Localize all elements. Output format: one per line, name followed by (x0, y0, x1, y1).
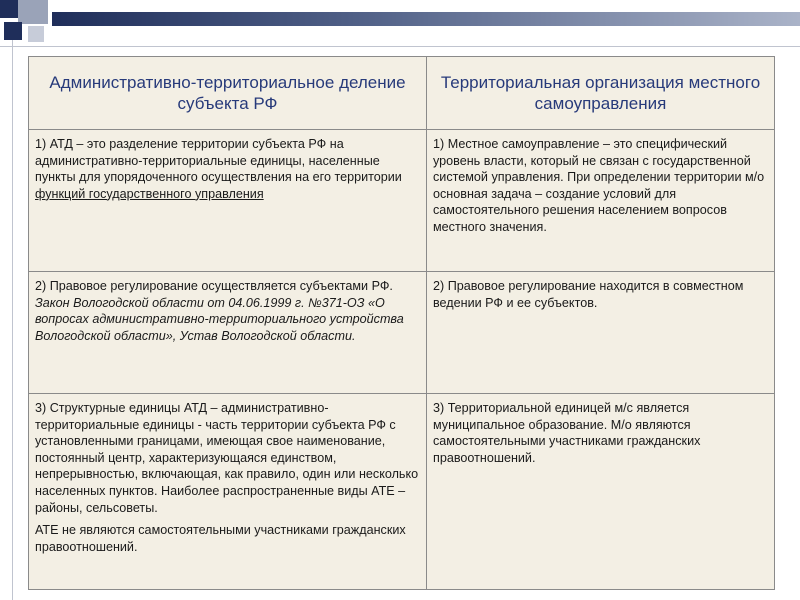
row2-left-text: 2) Правовое регулирование осуществляется субъектами РФ. (35, 279, 393, 293)
row2-right-cell: 2) Правовое регулирование находится в совместном ведении РФ и ее субъектов. (427, 272, 775, 394)
row1-left-text: 1) АТД – это разделение территории субъекта РФ на административно-территориальные единицы, населенные пункты для упорядоченного осуществления на его территории (35, 137, 402, 185)
row1-right-cell: 1) Местное самоуправление – это специфический уровень власти, который не связан с государственной системой управления. При определении территории м/о основная задача – создание условий для самостоятельного решения населением вопросов местного значения. (427, 130, 775, 272)
table-row (29, 130, 775, 272)
table-row (29, 272, 775, 394)
row3-left-cell (29, 394, 427, 590)
table-header-row (29, 57, 775, 130)
row3-right-cell: 3) Территориальной единицей м/с является муниципальное образование. М/о являются самостоятельными участниками гражданских правоотношений. (427, 394, 775, 590)
decor-square-dark-2 (4, 22, 22, 40)
table-row (29, 394, 775, 590)
row2-left-cell (29, 272, 427, 394)
row1-left-underlined: функций государственного управления (35, 186, 264, 201)
decor-horizontal-line (0, 46, 800, 47)
row3-left-text: 3) Структурные единицы АТД – административно-территориальные единицы - часть территории субъекта РФ с установленными границами, имеющая свое наименование, постоянный центр, характеризующаяся единством, непрерывностью, включающая, как правило, один или несколько населенных пунктов. Наиболее распространенные виды АТЕ – районы, сельсоветы. (35, 401, 419, 515)
decor-square-gray (18, 0, 48, 24)
comparison-table (28, 56, 775, 590)
header-left: Административно-территориальное деление субъекта РФ (29, 57, 427, 130)
decor-square-dark (0, 0, 18, 18)
decor-square-light (28, 26, 44, 42)
row2-left-italic: Закон Вологодской области от 04.06.1999 г. №371-ОЗ «О вопросах административно-территориального устройства Вологодской области», Устав Вологодской области. (35, 295, 404, 343)
row3-left-extra: АТЕ не являются самостоятельными участниками гражданских правоотношений. (35, 523, 406, 554)
row1-left-cell (29, 130, 427, 272)
title-bar-gradient (52, 12, 800, 26)
decor-vertical-line (12, 40, 13, 600)
header-right: Территориальная организация местного самоуправления (427, 57, 775, 130)
